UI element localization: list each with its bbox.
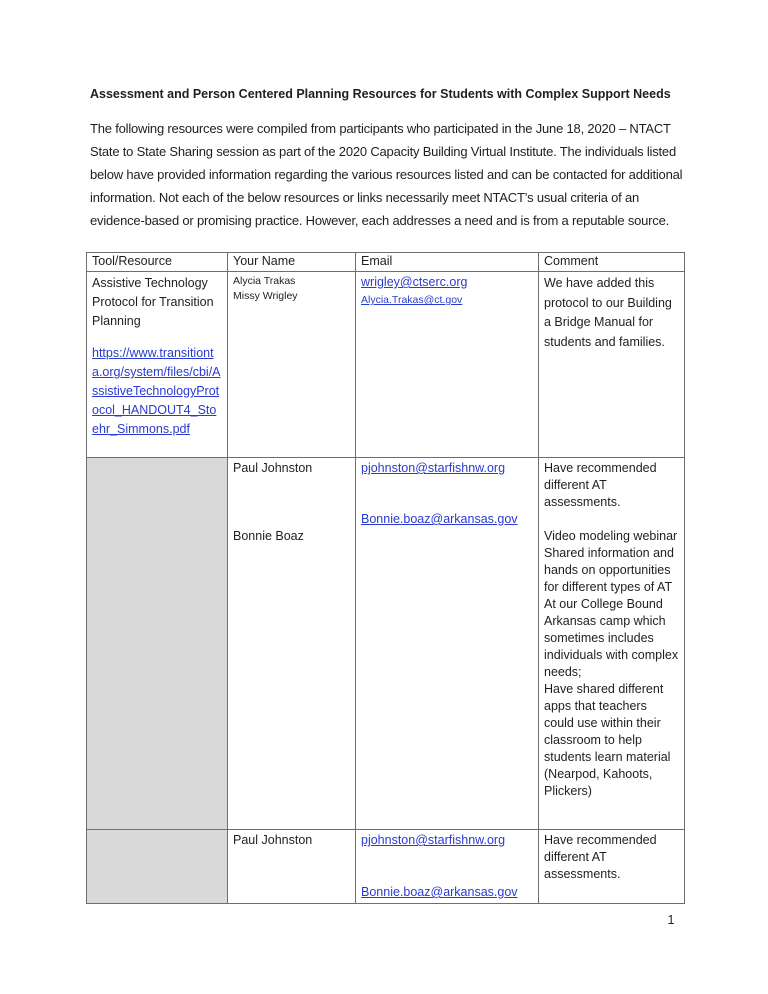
email-link[interactable]: pjohnston@starfishnw.org — [361, 461, 506, 475]
intro-paragraph: The following resources were compiled from participants who participated in the June 18, 2020 – NTACT State to State Sharing session as part of the 2020 Capacity Building Virtual Institute. The individuals listed below have provided information regarding the various resources listed and can be contacted for additional information. Not each of the below resources or links necessarily meet NTACT’s usual criteria of an evidence-based or promising practice. However, each addresses a need and is from a reputable source. — [90, 121, 683, 228]
email-link[interactable]: pjohnston@starfishnw.org — [361, 833, 506, 847]
comment-paragraph: Shared information and hands on opportunities for different types of AT — [544, 546, 674, 594]
cell-comment — [539, 458, 685, 830]
column-header-tool-resource: Tool/Resource — [87, 253, 228, 272]
table-row — [87, 272, 685, 458]
cell-tool-resource — [87, 272, 228, 458]
document-title: Assessment and Person Centered Planning Resources for Students with Complex Support Needs — [90, 87, 671, 101]
resources-table — [86, 252, 685, 904]
cell-your-name — [228, 458, 356, 830]
tool-resource-text: Assistive Technology Protocol for Transition Planning — [92, 276, 214, 328]
comment-paragraph: Have recommended different AT assessments. — [544, 461, 657, 509]
table-row — [87, 830, 685, 904]
email-link[interactable]: wrigley@ctserc.org — [361, 275, 468, 289]
contact-name: Missy Wrigley — [233, 290, 298, 302]
comment-paragraph: Video modeling webinar — [544, 529, 678, 543]
tool-resource-link[interactable]: https://www.transitionta.org/system/files/cbi/AssistiveTechnologyProtocol_HANDOUT4_Stoehr_Simmons.pdf — [92, 346, 221, 436]
comment-paragraph: At our College Bound Arkansas camp which sometimes includes individuals with complex needs; — [544, 597, 679, 679]
cell-email — [356, 458, 539, 830]
cell-comment: We have added this protocol to our Building a Bridge Manual for students and families. — [539, 272, 685, 458]
column-header-your-name: Your Name — [228, 253, 356, 272]
cell-your-name — [228, 272, 356, 458]
page-number: 1 — [667, 913, 675, 927]
cell-email — [356, 272, 539, 458]
cell-tool-resource-empty — [87, 830, 228, 904]
table-header-row — [87, 253, 685, 272]
column-header-email: Email — [356, 253, 539, 272]
email-link[interactable]: Bonnie.boaz@arkansas.gov — [361, 512, 518, 526]
comment-paragraph: Have shared different apps that teachers could use within their classroom to help students learn material (Nearpod, Kahoots, Plickers) — [544, 682, 671, 798]
contact-name: Paul Johnston — [233, 833, 313, 847]
cell-comment: Have recommended different AT assessments. — [539, 830, 685, 904]
contact-name: Paul Johnston — [233, 461, 313, 475]
contact-name: Bonnie Boaz — [233, 529, 304, 543]
column-header-comment: Comment — [539, 253, 685, 272]
cell-tool-resource-empty — [87, 458, 228, 830]
contact-name: Alycia Trakas — [233, 275, 296, 287]
cell-email — [356, 830, 539, 904]
email-link[interactable]: Alycia.Trakas@ct.gov — [361, 294, 463, 306]
table-row — [87, 458, 685, 830]
email-link[interactable]: Bonnie.boaz@arkansas.gov — [361, 885, 518, 899]
cell-your-name — [228, 830, 356, 904]
